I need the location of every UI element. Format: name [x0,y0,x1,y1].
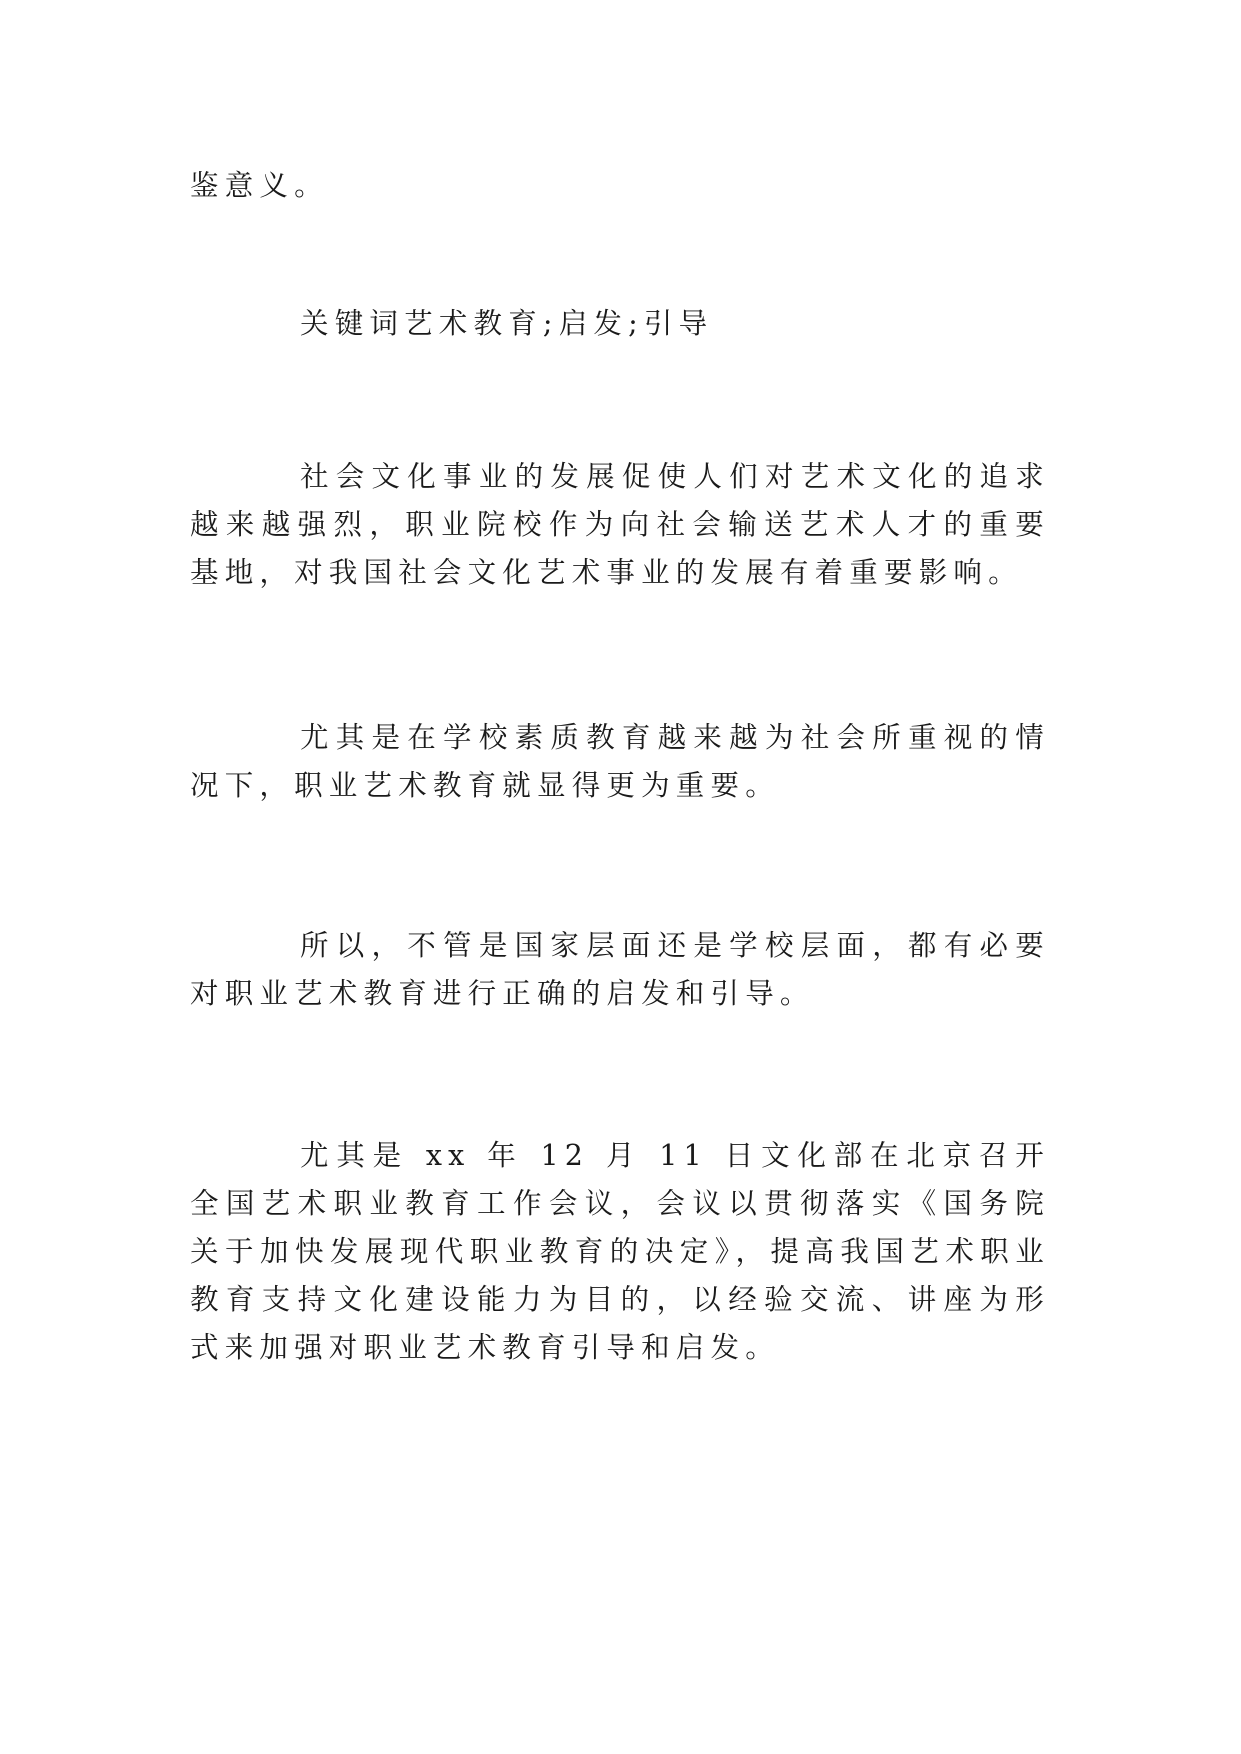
paragraph-intro: 社会文化事业的发展促使人们对艺术文化的追求越来越强烈，职业院校作为向社会输送艺术人才的重要基地，对我国社会文化艺术事业的发展有着重要影响。 [190,460,1050,589]
paragraph-conference: 尤其是 xx 年 12 月 11 日文化部在北京召开全国艺术职业教育工作会议，会议以贯彻落实《国务院关于加快发展现代职业教育的决定》，提高我国艺术职业教育支持文化建设能力为目的，以经验交流、讲座为形式来加强对职业艺术教育引导和启发。 [190,1139,1050,1364]
paragraph-quality-education: 尤其是在学校素质教育越来越为社会所重视的情况下，职业艺术教育就显得更为重要。 [190,721,1050,802]
keywords-line: 关键词艺术教育;启发;引导 [300,307,714,340]
paragraph-continuation: 鉴意义。 [190,169,329,202]
paragraph-guidance: 所以，不管是国家层面还是学校层面，都有必要对职业艺术教育进行正确的启发和引导。 [190,929,1050,1010]
